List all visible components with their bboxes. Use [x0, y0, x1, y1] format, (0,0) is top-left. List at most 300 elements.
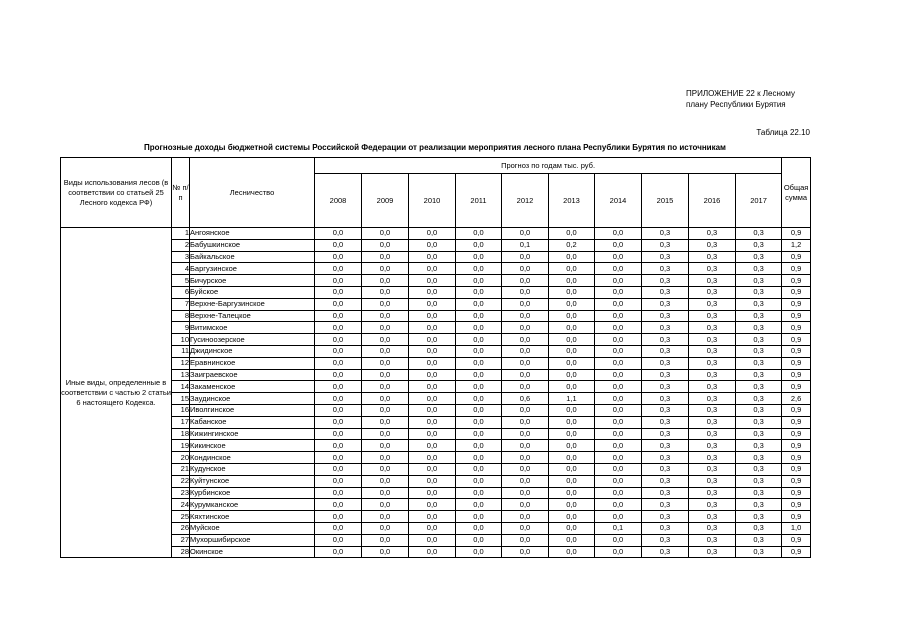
- year-value: 0,0: [502, 357, 549, 369]
- year-value: 0,0: [595, 428, 642, 440]
- year-value: 0,0: [595, 334, 642, 346]
- year-value: 0,2: [549, 239, 595, 251]
- year-value: 0,3: [689, 475, 736, 487]
- year-value: 0,0: [362, 416, 409, 428]
- total-value: 0,9: [782, 463, 811, 475]
- row-number: 7: [172, 298, 190, 310]
- year-value: 0,0: [409, 404, 456, 416]
- forestry-name: Курбинское: [190, 487, 315, 499]
- forestry-name: Гусиноозерское: [190, 334, 315, 346]
- total-value: 0,9: [782, 416, 811, 428]
- year-value: 0,0: [595, 416, 642, 428]
- year-value: 0,0: [409, 452, 456, 464]
- row-number: 27: [172, 534, 190, 546]
- year-value: 0,0: [362, 534, 409, 546]
- total-value: 1,2: [782, 239, 811, 251]
- use-type-cell: Иные виды, определенные в соответствии с частью 2 статьи 6 настоящего Кодекса.: [61, 228, 172, 558]
- year-value: 0,0: [362, 546, 409, 558]
- header-year: 2014: [595, 174, 642, 228]
- year-value: 0,0: [362, 440, 409, 452]
- row-number: 28: [172, 546, 190, 558]
- year-value: 0,3: [736, 239, 782, 251]
- year-value: 0,0: [409, 310, 456, 322]
- year-value: 0,3: [736, 534, 782, 546]
- forestry-name: Джидинское: [190, 345, 315, 357]
- year-value: 0,3: [642, 522, 689, 534]
- year-value: 0,0: [315, 463, 362, 475]
- table-row: [61, 381, 811, 393]
- year-value: 0,3: [736, 369, 782, 381]
- year-value: 0,0: [549, 251, 595, 263]
- year-value: 0,0: [315, 263, 362, 275]
- forestry-name: Буйское: [190, 286, 315, 298]
- year-value: 0,0: [315, 534, 362, 546]
- year-value: 0,0: [549, 428, 595, 440]
- year-value: 0,0: [549, 452, 595, 464]
- year-value: 0,3: [689, 322, 736, 334]
- year-value: 0,0: [595, 499, 642, 511]
- year-value: 0,3: [689, 228, 736, 240]
- year-value: 0,3: [736, 428, 782, 440]
- year-value: 0,3: [642, 322, 689, 334]
- total-value: 0,9: [782, 369, 811, 381]
- year-value: 0,3: [689, 369, 736, 381]
- year-value: 0,0: [502, 228, 549, 240]
- year-value: 0,0: [595, 322, 642, 334]
- header-number: № п/п: [172, 158, 190, 228]
- forestry-name: Муйское: [190, 522, 315, 534]
- total-value: 0,9: [782, 546, 811, 558]
- year-value: 0,3: [642, 310, 689, 322]
- year-value: 0,0: [362, 522, 409, 534]
- year-value: 0,0: [456, 275, 502, 287]
- header-year: 2015: [642, 174, 689, 228]
- year-value: 0,0: [362, 357, 409, 369]
- year-value: 0,0: [456, 345, 502, 357]
- year-value: 0,3: [689, 275, 736, 287]
- year-value: 0,3: [736, 511, 782, 523]
- year-value: 0,0: [456, 416, 502, 428]
- header-forecast: Прогноз по годам тыс. руб.: [315, 158, 782, 174]
- year-value: 0,0: [409, 440, 456, 452]
- row-number: 1: [172, 228, 190, 240]
- year-value: 0,0: [362, 286, 409, 298]
- year-value: 0,3: [642, 381, 689, 393]
- year-value: 0,3: [736, 275, 782, 287]
- appendix-line-2: плану Республики Бурятия: [686, 100, 786, 109]
- forestry-name: Витимское: [190, 322, 315, 334]
- table-row: [61, 251, 811, 263]
- year-value: 0,3: [736, 499, 782, 511]
- year-value: 0,3: [736, 310, 782, 322]
- header-year: 2010: [409, 174, 456, 228]
- year-value: 0,0: [362, 487, 409, 499]
- year-value: 0,0: [549, 463, 595, 475]
- year-value: 0,0: [502, 369, 549, 381]
- table-number: Таблица 22.10: [756, 128, 810, 137]
- table-row: [61, 357, 811, 369]
- total-value: 0,9: [782, 440, 811, 452]
- year-value: 0,0: [549, 275, 595, 287]
- year-value: 0,3: [689, 546, 736, 558]
- table-row: [61, 452, 811, 464]
- year-value: 0,0: [409, 357, 456, 369]
- year-value: 0,3: [642, 345, 689, 357]
- row-number: 20: [172, 452, 190, 464]
- year-value: 0,3: [642, 393, 689, 405]
- row-number: 24: [172, 499, 190, 511]
- year-value: 0,3: [642, 251, 689, 263]
- year-value: 0,3: [736, 463, 782, 475]
- year-value: 0,0: [456, 381, 502, 393]
- year-value: 0,3: [736, 345, 782, 357]
- row-number: 19: [172, 440, 190, 452]
- year-value: 0,0: [549, 475, 595, 487]
- table-row: [61, 286, 811, 298]
- year-value: 0,0: [315, 487, 362, 499]
- year-value: 0,0: [315, 251, 362, 263]
- year-value: 0,0: [456, 239, 502, 251]
- year-value: 0,0: [315, 440, 362, 452]
- year-value: 0,0: [315, 428, 362, 440]
- year-value: 0,0: [549, 310, 595, 322]
- year-value: 0,0: [409, 263, 456, 275]
- year-value: 0,0: [362, 228, 409, 240]
- year-value: 0,0: [409, 298, 456, 310]
- year-value: 0,0: [502, 275, 549, 287]
- year-value: 0,3: [689, 511, 736, 523]
- year-value: 0,0: [595, 228, 642, 240]
- row-number: 16: [172, 404, 190, 416]
- year-value: 0,3: [689, 404, 736, 416]
- row-number: 12: [172, 357, 190, 369]
- year-value: 0,0: [409, 428, 456, 440]
- year-value: 0,0: [595, 369, 642, 381]
- year-value: 0,0: [502, 286, 549, 298]
- table-row: [61, 475, 811, 487]
- table-row: [61, 334, 811, 346]
- forestry-name: Иволгинское: [190, 404, 315, 416]
- year-value: 0,3: [689, 239, 736, 251]
- table-row: [61, 298, 811, 310]
- year-value: 0,0: [409, 334, 456, 346]
- year-value: 0,0: [549, 404, 595, 416]
- row-number: 13: [172, 369, 190, 381]
- year-value: 0,0: [409, 369, 456, 381]
- year-value: 0,0: [315, 416, 362, 428]
- row-number: 15: [172, 393, 190, 405]
- year-value: 0,3: [736, 251, 782, 263]
- year-value: 0,0: [595, 393, 642, 405]
- row-number: 2: [172, 239, 190, 251]
- year-value: 0,0: [456, 522, 502, 534]
- document-title: Прогнозные доходы бюджетной системы Российской Федерации от реализации мероприятия лесного плана Республики Бурятия по источникам: [144, 143, 726, 152]
- year-value: 0,0: [549, 345, 595, 357]
- year-value: 0,0: [409, 275, 456, 287]
- header-year: 2008: [315, 174, 362, 228]
- year-value: 0,3: [689, 345, 736, 357]
- header-year: 2016: [689, 174, 736, 228]
- year-value: 0,3: [689, 393, 736, 405]
- row-number: 26: [172, 522, 190, 534]
- year-value: 0,3: [736, 357, 782, 369]
- year-value: 0,0: [315, 298, 362, 310]
- year-value: 0,0: [595, 487, 642, 499]
- year-value: 0,3: [642, 298, 689, 310]
- year-value: 0,3: [689, 463, 736, 475]
- forestry-name: Байкальское: [190, 251, 315, 263]
- year-value: 0,0: [362, 239, 409, 251]
- table-row: [61, 416, 811, 428]
- year-value: 0,0: [595, 546, 642, 558]
- year-value: 0,3: [642, 440, 689, 452]
- forestry-name: Верхне-Баргузинское: [190, 298, 315, 310]
- year-value: 0,0: [362, 263, 409, 275]
- year-value: 0,3: [689, 357, 736, 369]
- year-value: 0,0: [362, 298, 409, 310]
- year-value: 0,3: [642, 475, 689, 487]
- year-value: 0,3: [642, 487, 689, 499]
- year-value: 0,0: [456, 499, 502, 511]
- row-number: 23: [172, 487, 190, 499]
- year-value: 0,3: [736, 334, 782, 346]
- forestry-name: Верхне-Талецкое: [190, 310, 315, 322]
- year-value: 0,3: [736, 440, 782, 452]
- year-value: 0,0: [456, 487, 502, 499]
- forestry-name: Закаменское: [190, 381, 315, 393]
- forestry-name: Кикинское: [190, 440, 315, 452]
- year-value: 0,0: [549, 369, 595, 381]
- year-value: 0,3: [736, 393, 782, 405]
- forestry-name: Кяхтинское: [190, 511, 315, 523]
- year-value: 0,3: [689, 381, 736, 393]
- year-value: 0,0: [549, 522, 595, 534]
- year-value: 0,0: [362, 428, 409, 440]
- forestry-name: Кижингинское: [190, 428, 315, 440]
- year-value: 0,3: [736, 263, 782, 275]
- year-value: 0,3: [642, 334, 689, 346]
- row-number: 25: [172, 511, 190, 523]
- year-value: 0,0: [502, 522, 549, 534]
- year-value: 0,0: [315, 522, 362, 534]
- year-value: 0,0: [315, 452, 362, 464]
- year-value: 0,0: [409, 345, 456, 357]
- forestry-name: Бичурское: [190, 275, 315, 287]
- year-value: 0,0: [456, 251, 502, 263]
- year-value: 0,0: [456, 298, 502, 310]
- year-value: 0,0: [595, 263, 642, 275]
- year-value: 0,0: [502, 487, 549, 499]
- total-value: 0,9: [782, 228, 811, 240]
- year-value: 0,0: [315, 393, 362, 405]
- year-value: 0,3: [642, 511, 689, 523]
- year-value: 0,3: [689, 251, 736, 263]
- table-row: [61, 487, 811, 499]
- year-value: 0,0: [456, 463, 502, 475]
- year-value: 0,0: [315, 286, 362, 298]
- year-value: 0,3: [736, 286, 782, 298]
- year-value: 0,3: [689, 499, 736, 511]
- year-value: 0,3: [736, 416, 782, 428]
- header-year: 2013: [549, 174, 595, 228]
- year-value: 0,1: [502, 239, 549, 251]
- forecast-table: [60, 157, 811, 558]
- year-value: 0,3: [642, 452, 689, 464]
- year-value: 0,0: [362, 310, 409, 322]
- table-row: [61, 322, 811, 334]
- row-number: 6: [172, 286, 190, 298]
- year-value: 0,0: [456, 428, 502, 440]
- forestry-name: Баргузинское: [190, 263, 315, 275]
- year-value: 0,0: [456, 263, 502, 275]
- year-value: 0,0: [595, 463, 642, 475]
- total-value: 0,9: [782, 534, 811, 546]
- year-value: 0,3: [642, 239, 689, 251]
- forestry-name: Еравнинское: [190, 357, 315, 369]
- year-value: 0,0: [502, 263, 549, 275]
- row-number: 4: [172, 263, 190, 275]
- year-value: 0,3: [689, 440, 736, 452]
- year-value: 0,0: [456, 369, 502, 381]
- year-value: 0,0: [315, 275, 362, 287]
- year-value: 0,3: [689, 298, 736, 310]
- forestry-name: Мухоршибирское: [190, 534, 315, 546]
- year-value: 0,0: [315, 310, 362, 322]
- year-value: 0,3: [642, 534, 689, 546]
- year-value: 0,0: [456, 511, 502, 523]
- total-value: 0,9: [782, 322, 811, 334]
- year-value: 0,0: [502, 452, 549, 464]
- year-value: 0,3: [642, 463, 689, 475]
- row-number: 17: [172, 416, 190, 428]
- year-value: 0,3: [642, 263, 689, 275]
- year-value: 0,0: [595, 381, 642, 393]
- year-value: 0,0: [409, 534, 456, 546]
- year-value: 0,0: [502, 404, 549, 416]
- total-value: 0,9: [782, 475, 811, 487]
- year-value: 0,3: [642, 499, 689, 511]
- year-value: 0,0: [315, 322, 362, 334]
- table-row: [61, 440, 811, 452]
- row-number: 11: [172, 345, 190, 357]
- total-value: 0,9: [782, 499, 811, 511]
- year-value: 0,0: [502, 298, 549, 310]
- year-value: 0,0: [502, 546, 549, 558]
- year-value: 1,1: [549, 393, 595, 405]
- year-value: 0,3: [736, 298, 782, 310]
- year-value: 0,0: [502, 251, 549, 263]
- year-value: 0,3: [642, 369, 689, 381]
- year-value: 0,0: [502, 463, 549, 475]
- year-value: 0,0: [409, 228, 456, 240]
- total-value: 0,9: [782, 334, 811, 346]
- year-value: 0,0: [362, 275, 409, 287]
- year-value: 0,0: [549, 322, 595, 334]
- year-value: 0,0: [456, 357, 502, 369]
- year-value: 0,0: [456, 286, 502, 298]
- header-year: 2017: [736, 174, 782, 228]
- year-value: 0,0: [502, 416, 549, 428]
- total-value: 0,9: [782, 511, 811, 523]
- year-value: 0,3: [736, 404, 782, 416]
- year-value: 0,0: [549, 381, 595, 393]
- year-value: 0,0: [502, 334, 549, 346]
- row-number: 3: [172, 251, 190, 263]
- forestry-name: Курумканское: [190, 499, 315, 511]
- forestry-name: Заудинское: [190, 393, 315, 405]
- year-value: 0,0: [362, 463, 409, 475]
- year-value: 0,3: [642, 546, 689, 558]
- table-row: [61, 534, 811, 546]
- table-row: [61, 275, 811, 287]
- table-header: [61, 158, 811, 228]
- year-value: 0,3: [642, 228, 689, 240]
- year-value: 0,0: [362, 499, 409, 511]
- year-value: 0,0: [549, 286, 595, 298]
- header-total: Общая сумма: [782, 158, 811, 228]
- year-value: 0,3: [642, 286, 689, 298]
- table-body: [61, 228, 811, 558]
- year-value: 0,0: [502, 322, 549, 334]
- year-value: 0,0: [595, 511, 642, 523]
- year-value: 0,0: [456, 310, 502, 322]
- table-row: [61, 369, 811, 381]
- total-value: 0,9: [782, 404, 811, 416]
- row-number: 5: [172, 275, 190, 287]
- year-value: 0,0: [315, 475, 362, 487]
- year-value: 0,0: [362, 345, 409, 357]
- total-value: 0,9: [782, 286, 811, 298]
- year-value: 0,3: [736, 452, 782, 464]
- year-value: 0,3: [736, 487, 782, 499]
- forestry-name: Куйтунское: [190, 475, 315, 487]
- appendix-note: [686, 88, 795, 110]
- year-value: 0,0: [315, 499, 362, 511]
- row-number: 18: [172, 428, 190, 440]
- year-value: 0,3: [689, 534, 736, 546]
- year-value: 0,0: [595, 275, 642, 287]
- header-forestry: Лесничество: [190, 158, 315, 228]
- forestry-name: Кудунское: [190, 463, 315, 475]
- total-value: 0,9: [782, 381, 811, 393]
- year-value: 0,0: [456, 452, 502, 464]
- forestry-name: Кондинское: [190, 452, 315, 464]
- year-value: 0,0: [549, 416, 595, 428]
- table-row: [61, 546, 811, 558]
- total-value: 0,9: [782, 357, 811, 369]
- row-number: 22: [172, 475, 190, 487]
- year-value: 0,0: [362, 452, 409, 464]
- year-value: 0,0: [409, 546, 456, 558]
- year-value: 0,0: [502, 440, 549, 452]
- year-value: 0,0: [549, 357, 595, 369]
- year-value: 0,0: [549, 440, 595, 452]
- year-value: 0,0: [362, 393, 409, 405]
- row-number: 14: [172, 381, 190, 393]
- year-value: 0,0: [456, 393, 502, 405]
- forestry-name: Кабанское: [190, 416, 315, 428]
- year-value: 0,0: [315, 511, 362, 523]
- year-value: 0,0: [362, 251, 409, 263]
- table-row: [61, 428, 811, 440]
- forestry-name: Окинское: [190, 546, 315, 558]
- header-year: 2012: [502, 174, 549, 228]
- appendix-line-1: ПРИЛОЖЕНИЕ 22 к Лесному: [686, 89, 795, 98]
- year-value: 0,0: [595, 286, 642, 298]
- table-row: [61, 263, 811, 275]
- year-value: 0,3: [642, 357, 689, 369]
- year-value: 0,0: [315, 369, 362, 381]
